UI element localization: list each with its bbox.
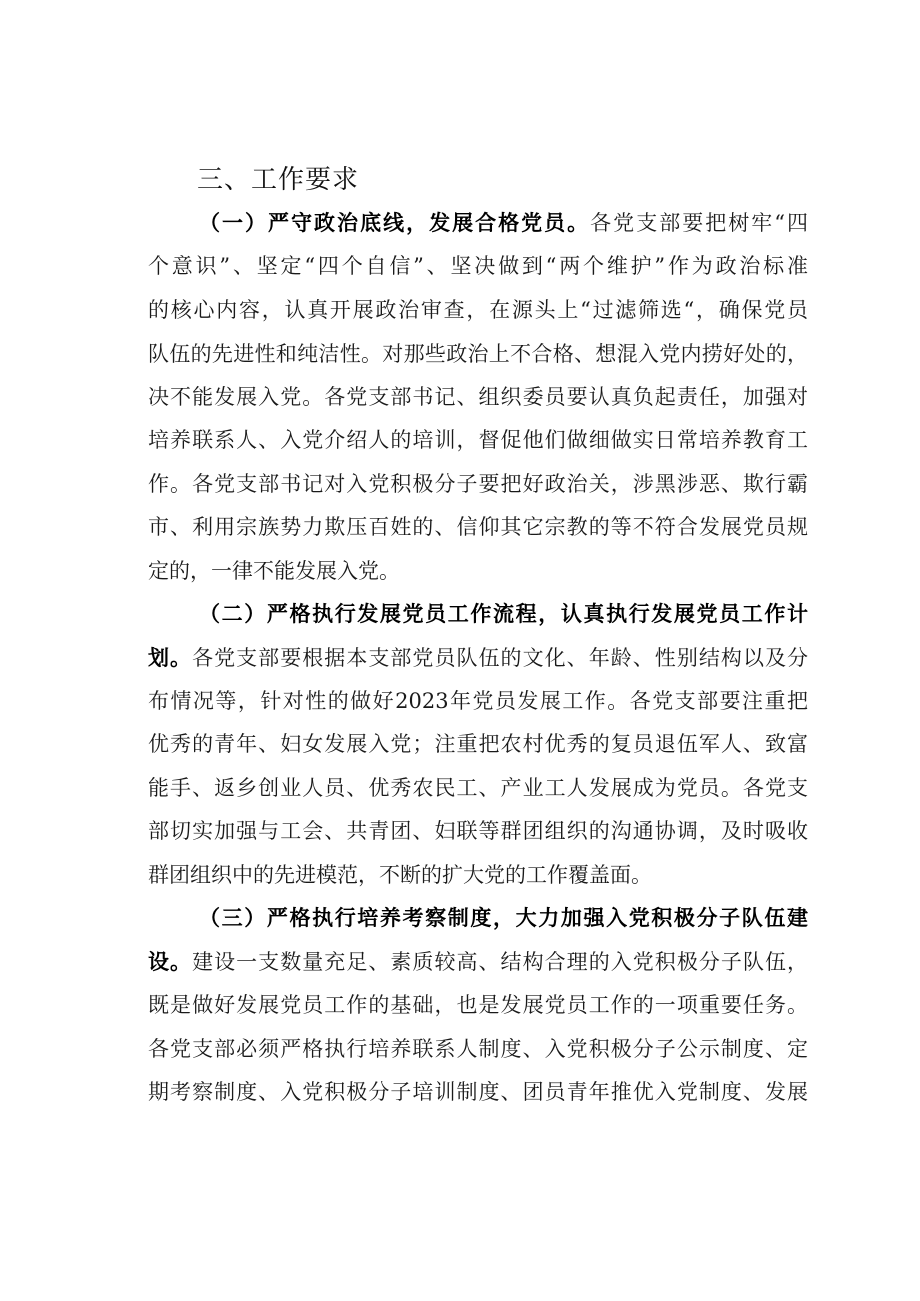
paragraph-3-line-1 (199, 897, 808, 939)
paragraph-1-line-2: 个意识”、坚定“四个自信”、坚决做到“两个维护”作为政治标准 (148, 254, 808, 278)
paragraph-2-line-1 (199, 593, 808, 635)
section-heading: 三、工作要求 (197, 165, 360, 195)
paragraph-3-line-4: 各党支部必须严格执行培养联系人制度、入党积极分子公示制度、定 (148, 1037, 808, 1061)
paragraph-3-line-3: 既是做好发展党员工作的基础，也是发展党员工作的一项重要任务。 (148, 993, 808, 1017)
paragraph-3-line-2: 设。建设一支数量充足、素质较高、结构合理的入党积极分子队伍， (148, 949, 809, 974)
paragraph-2-line-2: 划。各党支部要根据本支部党员队伍的文化、年龄、性别结构以及分 (148, 645, 809, 670)
paragraph-1-line-6: 培养联系人、入党介绍人的培训，督促他们做细做实日常培养教育工 (148, 428, 808, 452)
paragraph-2-line-6: 部切实加强与工会、共青团、妇联等群团组织的沟通协调，及时吸收 (148, 819, 808, 843)
paragraph-1-line-5: 决不能发展入党。各党支部书记、组织委员要认真负起责任，加强对 (148, 385, 808, 409)
paragraph-1-line-8: 市、利用宗族势力欺压百姓的、信仰其它宗教的等不符合发展党员规 (148, 515, 808, 539)
paragraph-1-line-7: 作。各党支部书记对入党积极分子要把好政治关，涉黑涉恶、欺行霸 (148, 472, 808, 496)
paragraph-1-title: （一）严守政治底线，发展合格党员。 (199, 210, 591, 235)
paragraph-3-line-5: 期考察制度、入党积极分子培训制度、团员青年推优入党制度、发展 (148, 1080, 808, 1104)
paragraph-2-line-5: 能手、返乡创业人员、优秀农民工、产业工人发展成为党员。各党支 (148, 776, 808, 800)
paragraph-1-line-4: 队伍的先进性和纯洁性。对那些政治上不合格、想混入党内捞好处的， (148, 342, 808, 366)
paragraph-1-line-9: 定的，一律不能发展入党。 (148, 559, 400, 583)
paragraph-2-title: （二）严格执行发展党员工作流程，认真执行发展党员工作计 (199, 601, 808, 626)
paragraph-1-line-3: 的核心内容，认真开展政治审查，在源头上“过滤筛选“，确保党员 (148, 298, 808, 322)
paragraph-2-line-7: 群团组织中的先进模范，不断的扩大党的工作覆盖面。 (148, 863, 652, 887)
paragraph-2-line-4: 优秀的青年、妇女发展入党；注重把农村优秀的复员退伍军人、致富 (148, 732, 808, 756)
paragraph-1-line-1: （一）严守政治底线，发展合格党员。各党支部要把树牢“四 (199, 210, 808, 235)
paragraph-3-title: （三）严格执行培养考察制度，大力加强入党积极分子队伍建 (199, 905, 808, 930)
paragraph-2-line-3: 布情况等，针对性的做好2023年党员发展工作。各党支部要注重把 (148, 689, 808, 713)
